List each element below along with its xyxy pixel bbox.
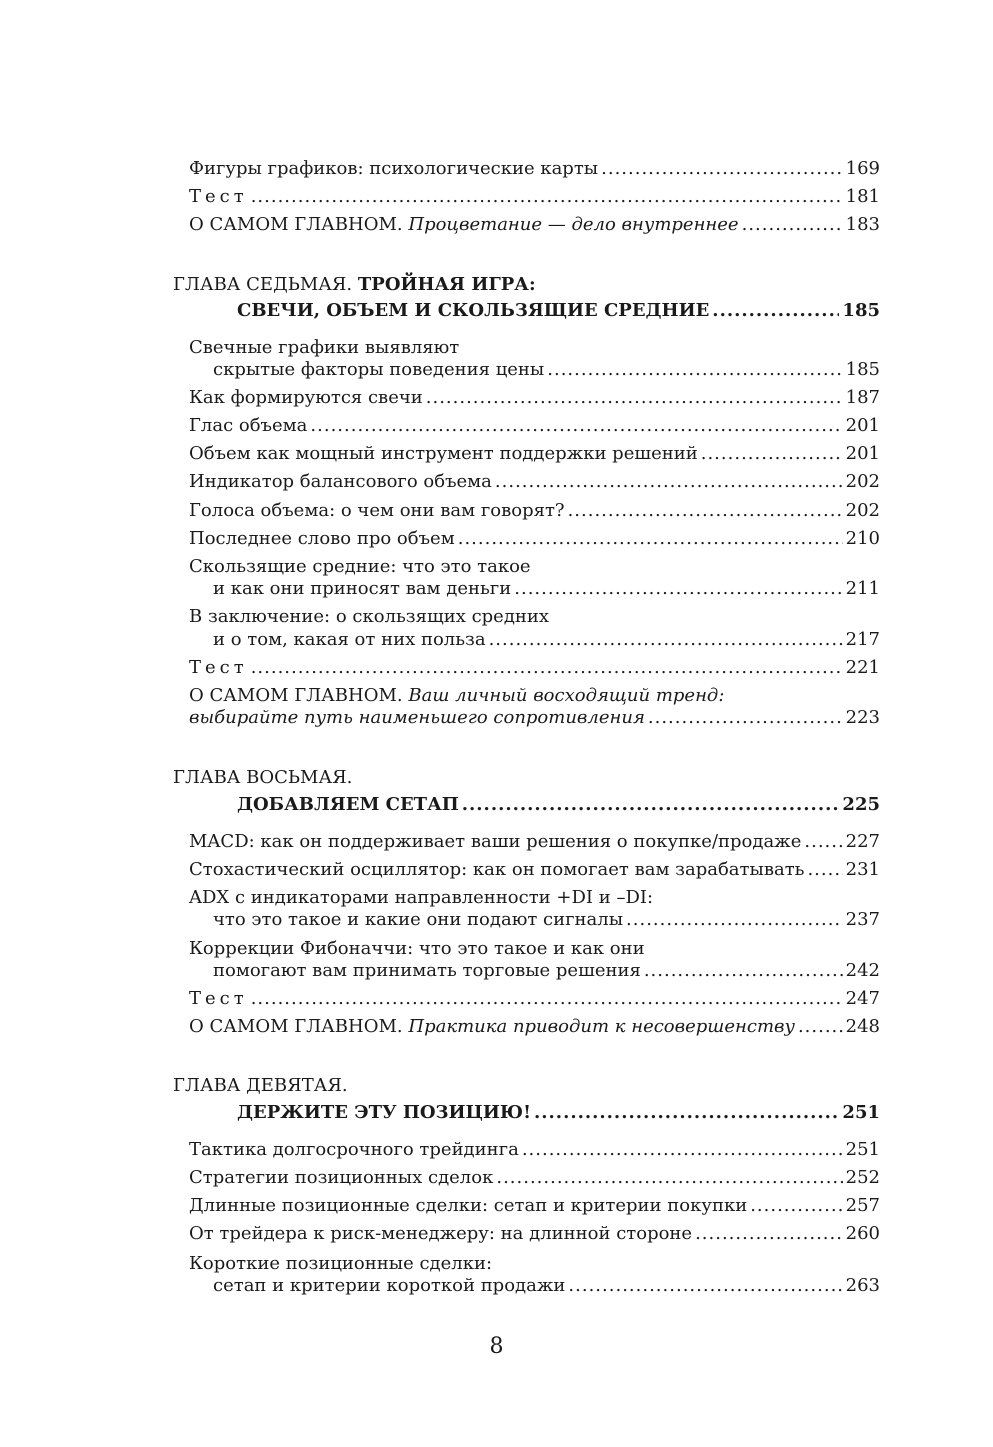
entry-title: Тест [189,988,248,1009]
leader-dots [514,576,842,602]
entry-title [189,1014,795,1040]
entry-title: Индикатор балансового объема [189,471,492,492]
toc-entry [189,1014,880,1040]
leader-dots [534,1100,839,1126]
leader-dots [807,857,842,883]
entry-page: 252 [845,1167,880,1188]
toc-entry [189,829,880,855]
entry-title-cont: и о том, какая от них польза [213,629,486,650]
entry-title-cont: что это такое и какие они подают сигналы [213,909,624,930]
entry-title-cont: помогают вам принимать торговые решения [213,960,641,981]
chapter-heading [173,1073,880,1099]
leader-dots [522,1137,843,1163]
chapter-title [237,298,880,324]
entry-italic: Процветание — дело внутреннее [408,214,739,235]
entry-page: 183 [845,214,880,235]
toc-entry-cont [189,705,880,731]
entry-title: Коррекции Фибоначчи: что это такое и как они [189,938,645,959]
entry-page: 187 [845,387,880,408]
toc-entry [189,857,880,883]
entry-title: Голоса объема: о чем они вам говорят? [189,500,565,521]
entry-page: 221 [845,657,880,678]
leader-dots [750,1193,842,1219]
leader-dots [251,986,843,1012]
entry-page: 260 [845,1223,880,1244]
entry-title: Тактика долгосрочного трейдинга [189,1139,519,1160]
chapter-page: 251 [842,1102,880,1123]
leader-dots [458,526,843,552]
leader-dots [251,184,843,210]
entry-page: 201 [845,443,880,464]
entry-lead: О САМОМ ГЛАВНОМ. [189,1016,403,1037]
chapter-title-text: ДОБАВЛЯЕМ СЕТАП [237,794,459,815]
chapter-title-text: ДЕРЖИТЕ ЭТУ ПОЗИЦИЮ! [237,1102,531,1123]
toc-entry-cont [213,627,880,653]
entry-page: 210 [845,528,880,549]
entry-page: 217 [845,629,880,650]
leader-dots [626,907,843,933]
leader-dots [310,413,842,439]
toc-entry-cont [213,1273,880,1299]
entry-page: 181 [845,186,880,207]
toc-entry [189,385,880,411]
entry-page: 263 [845,1275,880,1296]
toc-entry-cont [213,958,880,984]
entry-title: Свечные графики выявляют [189,337,460,358]
leader-dots [601,156,843,182]
toc-entry [189,441,880,467]
entry-italic-cont: выбирайте путь наименьшего сопротивления [189,707,645,728]
leader-dots [489,627,843,653]
entry-title: Тест [189,186,248,207]
leader-dots [547,357,842,383]
entry-title-cont: сетап и критерии короткой продажи [213,1275,566,1296]
leader-dots [568,498,843,524]
entry-title: Стратегии позиционных сделок [189,1167,494,1188]
toc-entry [189,655,880,681]
leader-dots [701,441,843,467]
entry-page: 257 [845,1195,880,1216]
toc-entry-cont [213,907,880,933]
entry-page: 231 [845,859,880,880]
entry-page: 227 [845,831,880,852]
chapter-page: 185 [842,300,880,321]
toc-entry [189,498,880,524]
chapter-label-text: ГЛАВА СЕДЬМАЯ. [173,274,353,295]
toc-entry [189,1193,880,1219]
chapter-heading [173,272,880,298]
entry-page: 251 [845,1139,880,1160]
leader-dots [798,1014,843,1040]
entry-page: 211 [845,578,880,599]
entry-italic: Ваш личный восходящий тренд: [408,685,725,706]
entry-title: Скользящие средние: что это такое [189,556,531,577]
entry-title: Последнее слово про объем [189,528,455,549]
entry-page: 185 [845,359,880,380]
toc-entry [189,212,880,238]
entry-title [189,212,739,238]
leader-dots [804,829,842,855]
entry-title: Как формируются свечи [189,387,423,408]
entry-lead: О САМОМ ГЛАВНОМ. [189,214,403,235]
entry-italic: Практика приводит к несовершенству [408,1016,795,1037]
entry-page: 202 [845,500,880,521]
leader-dots [644,958,843,984]
entry-page: 202 [845,471,880,492]
entry-title: В заключение: о скользящих средних [189,606,550,627]
entry-title: ADX с индикаторами направленности +DI и –DI: [189,887,654,908]
chapter-title [237,792,880,818]
chapter-heading [173,765,880,791]
toc-entry [189,1137,880,1163]
entry-title: Стохастический осциллятор: как он помогает вам зарабатывать [189,859,805,880]
toc-entry [189,156,880,182]
toc-entry [189,526,880,552]
entry-page: 201 [845,415,880,436]
leader-dots [568,1273,842,1299]
leader-dots [251,655,843,681]
leader-dots [742,212,843,238]
leader-dots [462,792,840,818]
leader-dots [496,1165,842,1191]
chapter-label: ГЛАВА ВОСЬМАЯ. [173,767,353,788]
entry-page: 247 [845,988,880,1009]
entry-lead: О САМОМ ГЛАВНОМ. [189,685,403,706]
entry-title: Объем как мощный инструмент поддержки решений [189,443,698,464]
entry-page: 237 [845,909,880,930]
entry-title: От трейдера к риск-менеджеру: на длинной стороне [189,1223,693,1244]
entry-page: 242 [845,960,880,981]
entry-page: 223 [845,707,880,728]
leader-dots [712,298,839,324]
chapter-title-part2: СВЕЧИ, ОБЪЕМ И СКОЛЬЗЯЩИЕ СРЕДНИЕ [237,300,710,321]
toc-entry [189,986,880,1012]
entry-title: MACD: как он поддерживает ваши решения о покупке/продаже [189,831,802,852]
chapter-title-part1: ТРОЙНАЯ ИГРА: [357,274,536,295]
entry-title: Тест [189,657,248,678]
entry-title: Короткие позиционные сделки: [189,1253,493,1274]
entry-title: Фигуры графиков: психологические карты [189,158,599,179]
toc-entry [189,1221,880,1247]
toc-entry [189,413,880,439]
entry-title: Длинные позиционные сделки: сетап и критерии покупки [189,1195,748,1216]
toc-entry-cont [213,576,880,602]
toc-entry [189,184,880,210]
chapter-label: ГЛАВА ДЕВЯТАЯ. [173,1075,348,1096]
entry-title-cont: скрытые факторы поведения цены [213,359,545,380]
leader-dots [426,385,843,411]
chapter-title [237,1100,880,1126]
entry-title-cont: и как они приносят вам деньги [213,578,512,599]
entry-page: 169 [845,158,880,179]
page-number: 8 [489,1334,504,1359]
toc-entry [189,1165,880,1191]
leader-dots [648,705,843,731]
entry-page: 248 [845,1016,880,1037]
leader-dots [495,469,843,495]
chapter-page: 225 [842,794,880,815]
chapter-label [173,272,536,298]
toc-entry-cont [213,357,880,383]
toc-entry [189,469,880,495]
leader-dots [695,1221,843,1247]
entry-title: Глас объема [189,415,308,436]
